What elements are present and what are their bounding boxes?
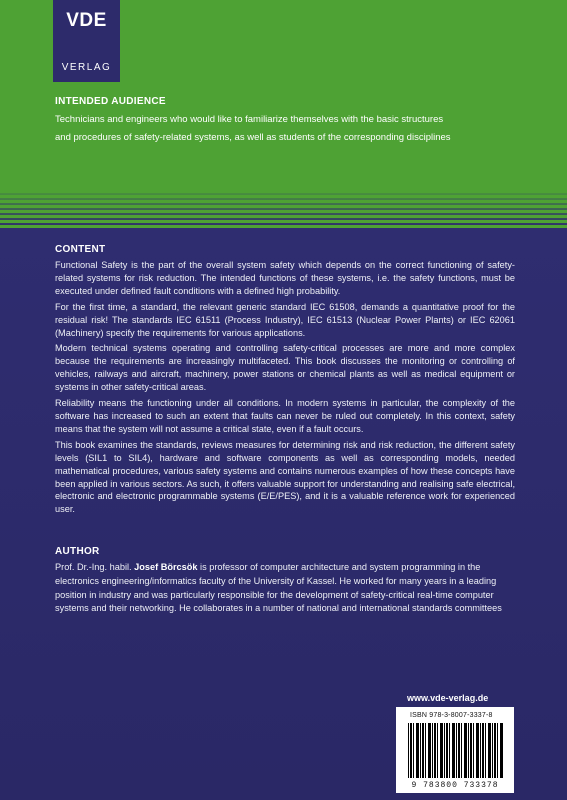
content-paragraph: Functional Safety is the part of the overall system safety which depends on the correct functioning of safety-related systems for risk reduction. The intended functions of these systems, i.e. the safety functions, must be executed under defined fault conditions with a defined high probability. bbox=[55, 260, 515, 296]
content-section bbox=[55, 244, 515, 519]
audience-heading: INTENDED AUDIENCE bbox=[55, 96, 166, 107]
content-paragraph: Modern technical systems operating and controlling safety-critical processes are more and more complex because the requirements are increasingly multifaceted. This book discusses the monitoring or controlling of vehicles, railways and aircraft, machinery, power stations or chemical plants as well as medical equipment or systems in other safety-critical areas. bbox=[55, 343, 515, 393]
content-paragraph: Reliability means the functioning under all conditions. In modern systems in particular, the complexity of the software has increased to such an extent that faults can never be ruled out completely. In this context, safety means that the system will not assume a critical state, even if a fault occurs. bbox=[55, 398, 515, 434]
logo-brand: VDE bbox=[66, 10, 107, 31]
content-paragraph: This book examines the standards, reviews measures for determining risk and risk reduction, the different safety levels (SIL1 to SIL4), hardware and software components as well as corresponding models, needed mathematical procedures, various safety systems and contains numerous examples of how these concepts have been applied in various sectors. As such, it offers valuable support for understanding and realising safe electrical, electronic and electronic programmable systems (E/E/PES), and it is a valuable reference work for experienced user. bbox=[55, 439, 515, 515]
audience-line-1: Technicians and engineers who would like to familiarize themselves with the basic structures bbox=[55, 114, 444, 125]
author-section bbox=[55, 546, 515, 616]
author-text: is professor of computer architecture and system programming in the electronics engineering/informatics faculty of the University of Kassel. He worked for many years in a leading position in industry and was particularly responsible for the development of safety-critical real-time computer systems and their networking. He collaborates in a number of national and international standards committees bbox=[55, 562, 502, 614]
logo-sub: VERLAG bbox=[61, 62, 112, 73]
barcode-icon bbox=[408, 723, 504, 778]
isbn-text: ISBN 978-3-8007-3337-8 bbox=[410, 712, 493, 719]
audience-section bbox=[55, 96, 525, 147]
barcode-digits: 9 783800 733378 bbox=[411, 781, 499, 790]
stripe-transition bbox=[0, 190, 567, 228]
content-heading: CONTENT bbox=[55, 244, 106, 255]
barcode-box bbox=[396, 707, 514, 793]
publisher-url[interactable]: www.vde-verlag.de bbox=[407, 693, 489, 703]
vde-logo bbox=[53, 0, 120, 82]
content-paragraph: For the first time, a standard, the relevant generic standard IEC 61508, demands a quantitative proof for the residual risk! The standards IEC 61511 (Process Industry), IEC 61513 (Nuclear Power Plants) or IEC 62061 (Machinery) specify the requirements for various applications. bbox=[55, 301, 515, 338]
author-name: Josef Börcsök bbox=[134, 562, 198, 572]
author-heading: AUTHOR bbox=[55, 546, 100, 557]
author-bio bbox=[55, 561, 515, 616]
author-prefix: Prof. Dr.-Ing. habil. bbox=[55, 562, 135, 572]
audience-line-2: and procedures of safety-related systems, as well as students of the corresponding disciplines bbox=[55, 132, 451, 143]
